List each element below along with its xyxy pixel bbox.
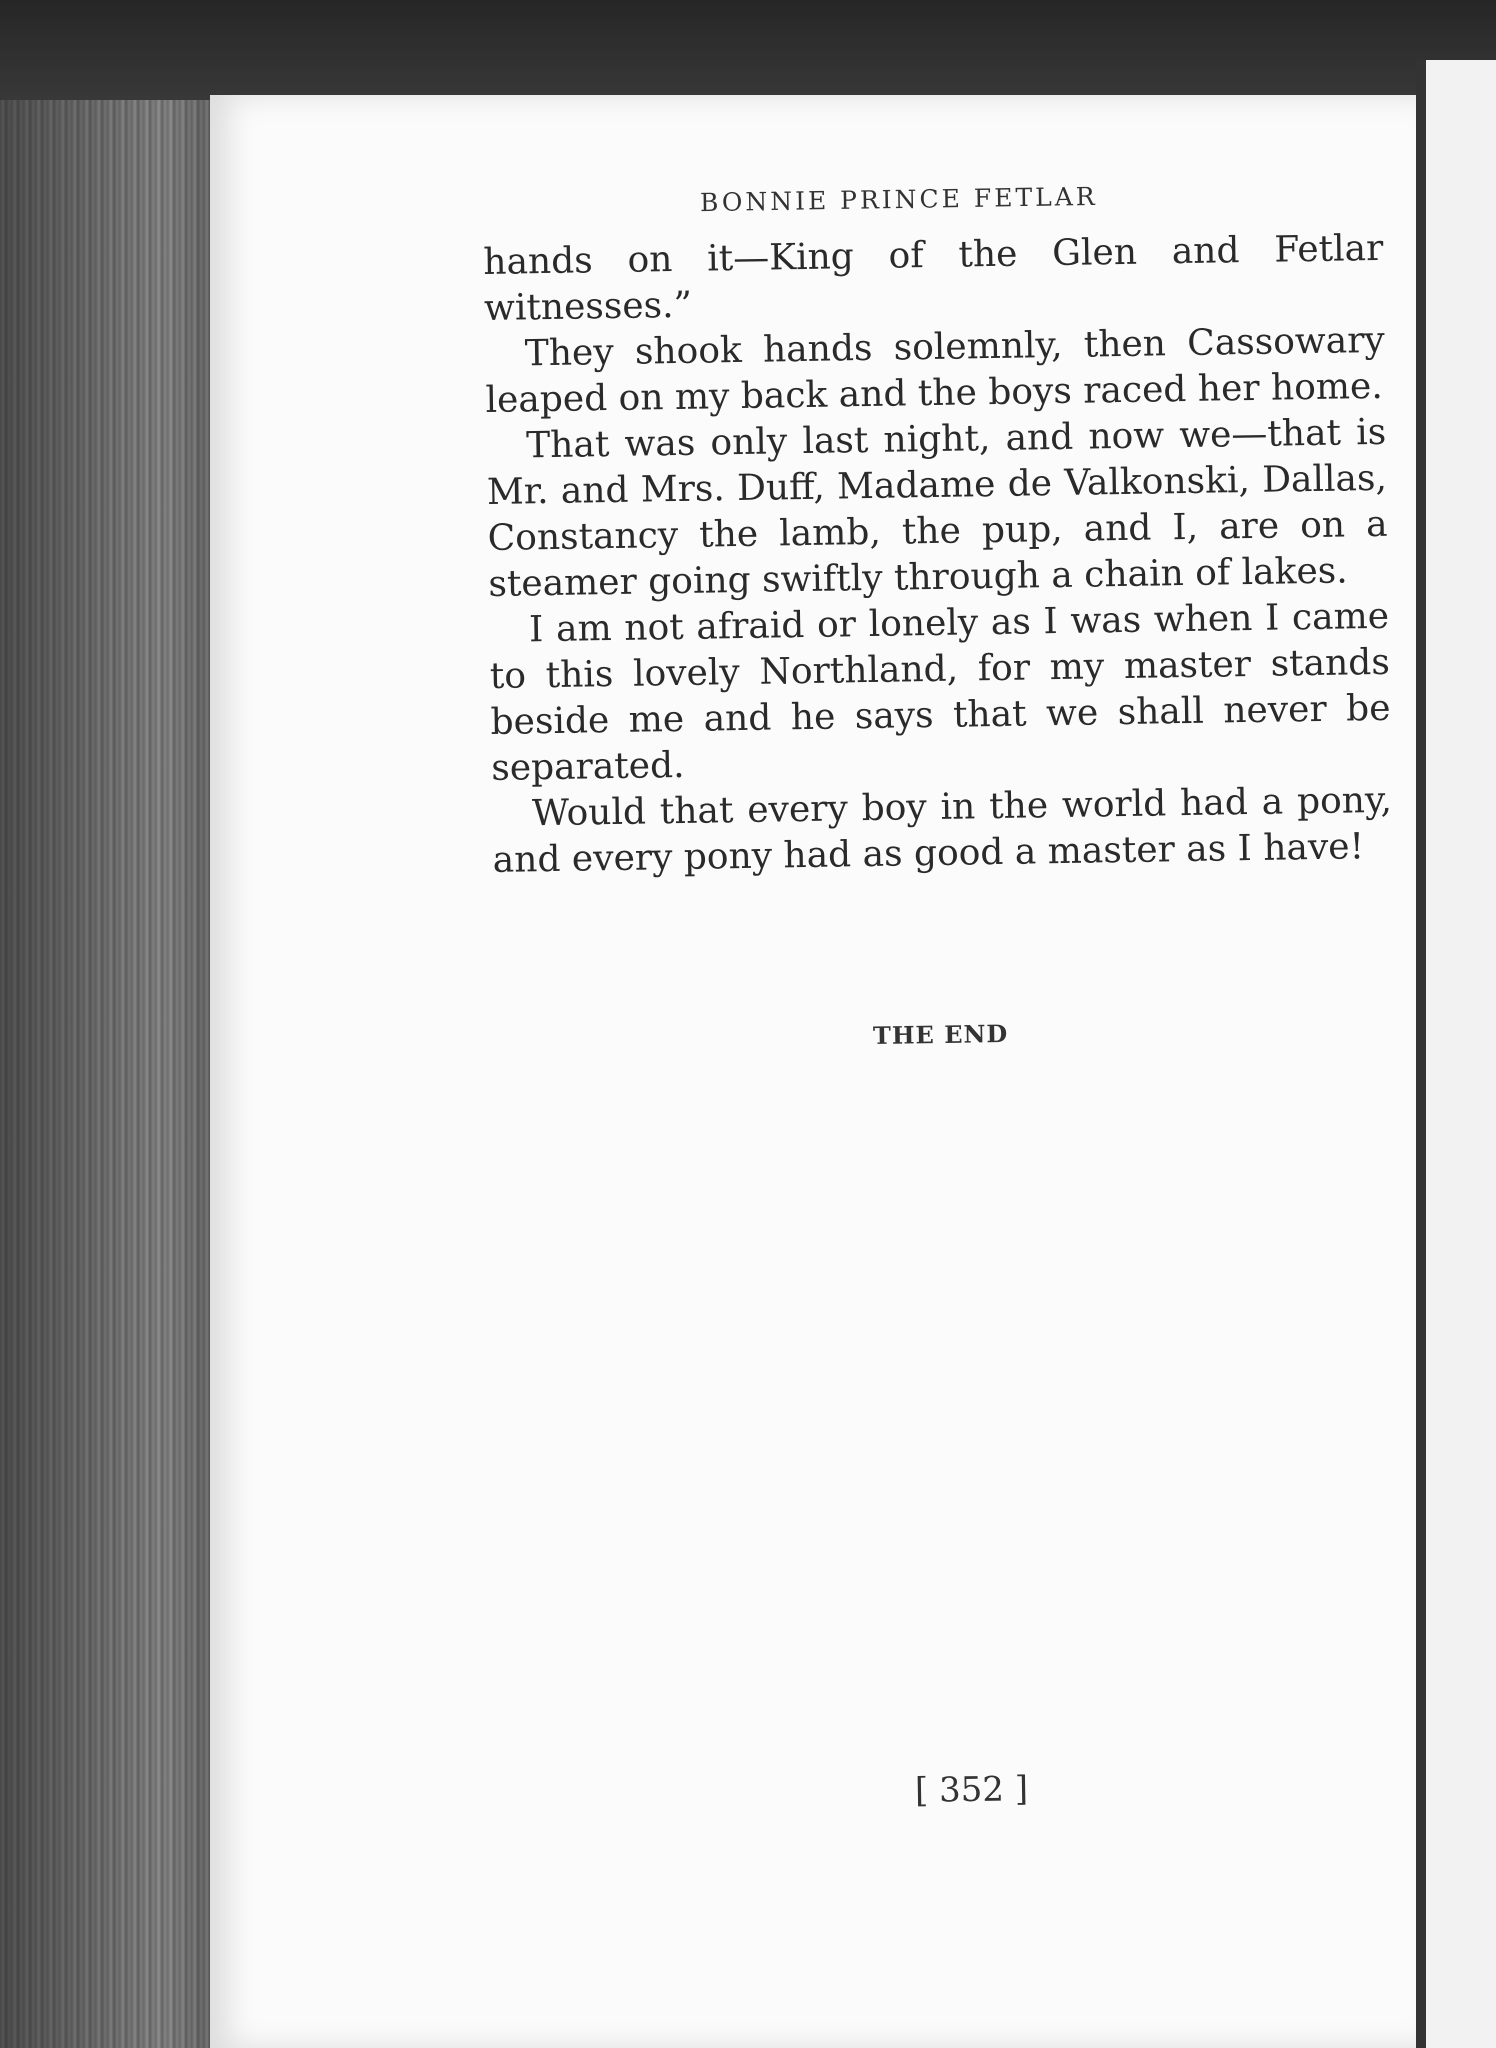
page-number: [ 352 ] <box>914 1769 1029 1811</box>
paragraph-5: Would that every boy in the world had a pony, and every pony had as good a master as I have! <box>492 779 1393 881</box>
running-head: BONNIE PRINCE FETLAR <box>699 181 1098 218</box>
scan-background-top <box>0 0 1496 110</box>
paragraph-2: They shook hands solemnly, then Cassowary leaped on my back and the boys raced her home. <box>485 319 1386 421</box>
adjacent-page-strip <box>1426 60 1496 2048</box>
paragraph-1: hands on it—King of the Glen and Fetlar witnesses.” <box>483 227 1384 329</box>
page-right-border <box>1416 60 1426 2048</box>
paragraph-3: That was only last night, and now we—that is Mr. and Mrs. Duff, Madame de Valkonski, Dallas, Constancy the lamb, the pup, and I, are on a steamer going swiftly through a chain of lakes. <box>486 411 1388 605</box>
body-text <box>483 226 1393 884</box>
the-end-label: THE END <box>872 1018 1009 1051</box>
book-page-edges <box>0 100 235 2048</box>
paragraph-4: I am not afraid or lonely as I was when I came to this lovely Northland, for my master stands beside me and he says that we shall never be separated. <box>489 595 1391 789</box>
